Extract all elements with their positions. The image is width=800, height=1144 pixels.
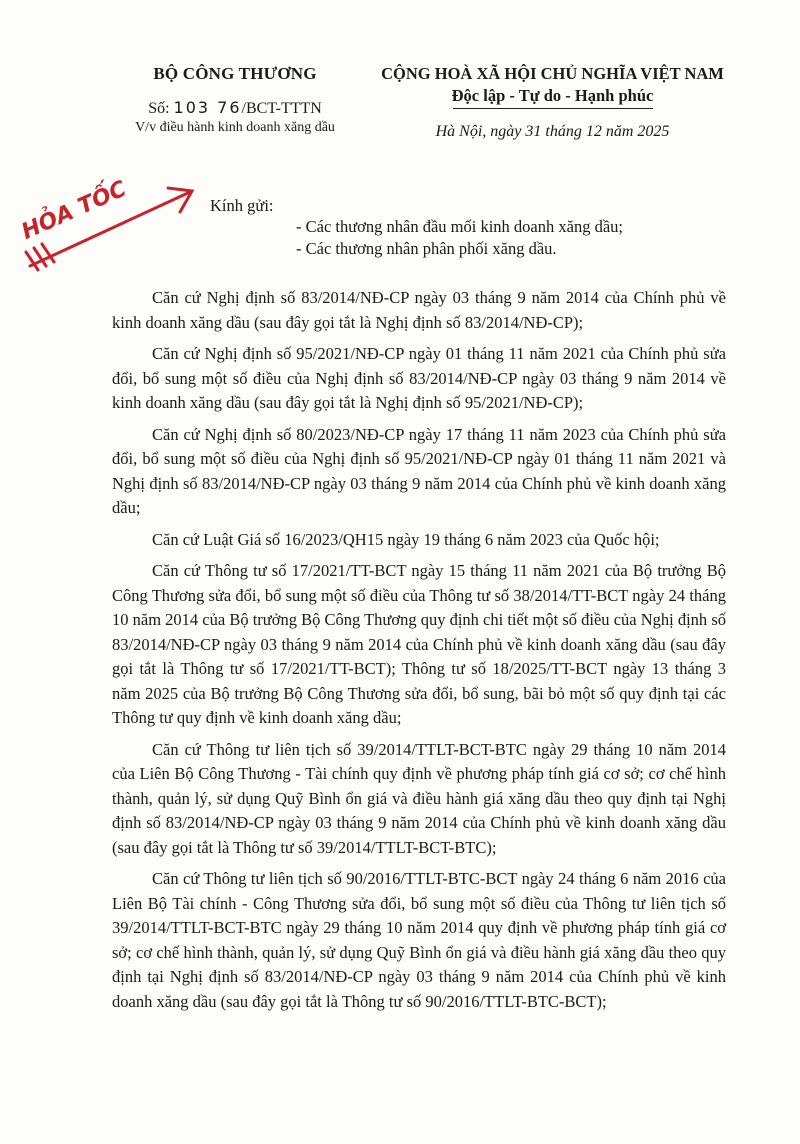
country-name: CỘNG HOÀ XÃ HỘI CHỦ NGHĨA VIỆT NAM xyxy=(381,64,724,83)
header-left xyxy=(90,64,380,136)
header-right xyxy=(355,64,750,141)
body-paragraph: Căn cứ Thông tư liên tịch số 39/2014/TTLT-BCT-BTC ngày 29 tháng 10 năm 2014 của Liên Bộ Công Thương - Tài chính quy định về phương pháp tính giá cơ sở; cơ chế hình thành, quản lý, sử dụng Quỹ Bình ổn giá và điều hành giá xăng dầu theo quy định tại Nghị định số 83/2014/NĐ-CP ngày 03 tháng 9 năm 2014 của Chính phủ về kinh doanh xăng dầu (sau đây gọi tắt là Thông tư số 39/2014/TTLT-BCT-BTC); xyxy=(112,739,726,857)
place-date: Hà Nội, ngày 31 tháng 12 năm 2025 xyxy=(435,123,670,140)
doc-no-suffix: /BCT-TTTN xyxy=(241,100,322,117)
motto-underline xyxy=(453,108,653,109)
recipient-list xyxy=(296,216,623,260)
body-paragraph: Căn cứ Luật Giá số 16/2023/QH15 ngày 19 tháng 6 năm 2023 của Quốc hội; xyxy=(152,529,660,549)
document-body xyxy=(112,286,726,1021)
body-paragraph: Căn cứ Nghị định số 80/2023/NĐ-CP ngày 17 tháng 11 năm 2023 của Chính phủ sửa đổi, bổ sung một số điều của Nghị định số 95/2021/NĐ-CP ngày 01 tháng 11 năm 2021 và Nghị định số 83/2014/NĐ-CP ngày 03 tháng 9 năm 2014 của Chính phủ về kinh doanh xăng dầu; xyxy=(112,424,726,517)
body-paragraph: Căn cứ Nghị định số 83/2014/NĐ-CP ngày 03 tháng 9 năm 2014 của Chính phủ về kinh doanh xăng dầu (sau đây gọi tắt là Nghị định số 83/2014/NĐ-CP); xyxy=(112,288,726,332)
body-paragraph: Căn cứ Thông tư liên tịch số 90/2016/TTLT-BTC-BCT ngày 24 tháng 6 năm 2016 của Liên Bộ Tài chính - Công Thương sửa đổi, bổ sung một số điều của Thông tư liên tịch số 39/2014/TTLT-BCT-BTC ngày 29 tháng 10 năm 2014 quy định về phương pháp tính giá cơ sở; cơ chế hình thành, quản lý, sử dụng Quỹ Bình ổn giá và điều hành giá xăng dầu theo quy định tại Nghị định số 83/2014/NĐ-CP ngày 03 tháng 9 năm 2014 của Chính phủ về kinh doanh xăng dầu (sau đây gọi tắt là Thông tư số 90/2016/TTLT-BTC-BCT); xyxy=(112,869,726,1011)
body-paragraph: Căn cứ Nghị định số 95/2021/NĐ-CP ngày 01 tháng 11 năm 2021 của Chính phủ sửa đổi, bổ sung một số điều của Nghị định số 83/2014/NĐ-CP ngày 03 tháng 9 năm 2014 về kinh doanh xăng dầu (sau đây gọi tắt là Nghị định số 95/2021/NĐ-CP); xyxy=(112,344,726,412)
urgent-stamp: HỎA TỐC xyxy=(18,176,131,245)
doc-no-prefix: Số: xyxy=(148,100,170,117)
recipient-item: - Các thương nhân đầu mối kinh doanh xăng dầu; xyxy=(296,217,623,236)
document-subject: V/v điều hành kinh doanh xăng dầu xyxy=(135,120,335,135)
document-number xyxy=(90,98,380,118)
doc-no-handwritten: 103 76 xyxy=(173,98,242,117)
greeting: Kính gửi: xyxy=(210,196,274,215)
national-motto: Độc lập - Tự do - Hạnh phúc xyxy=(451,86,654,105)
body-paragraph: Căn cứ Thông tư số 17/2021/TT-BCT ngày 15 tháng 11 năm 2021 của Bộ trưởng Bộ Công Thương sửa đổi, bổ sung một số điều của Thông tư số 38/2014/TT-BCT ngày 24 tháng 10 năm 2014 của Bộ trưởng Bộ Công Thương quy định chi tiết một số điều của Nghị định số 83/2014/NĐ-CP ngày 03 tháng 9 năm 2014 của Chính phủ về kinh doanh xăng dầu (sau đây gọi tắt là Thông tư số 17/2021/TT-BCT); Thông tư số 18/2025/TT-BCT ngày 13 tháng 3 năm 2025 của Bộ trưởng Bộ Công Thương sửa đổi, bổ sung, bãi bỏ một số quy định tại các Thông tư quy định về kinh doanh xăng dầu; xyxy=(112,561,726,727)
agency-name: BỘ CÔNG THƯƠNG xyxy=(153,64,317,83)
recipient-item: - Các thương nhân phân phối xăng dầu. xyxy=(296,239,557,258)
